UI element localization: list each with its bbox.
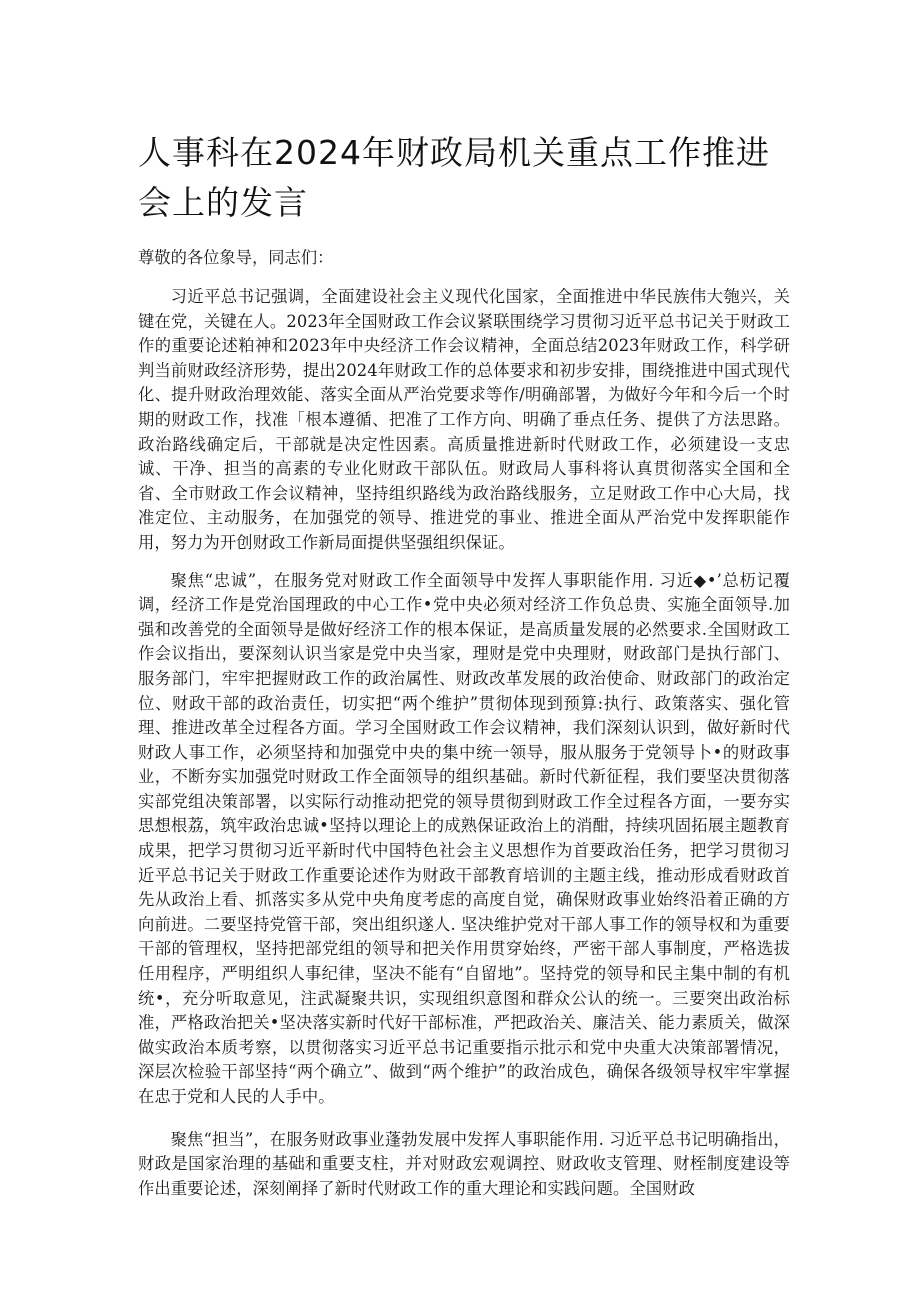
paragraph: 聚焦“忠诚”，在服务党对财政工作全面领导中发挥人事职能作用. 习近◆•’总杤记覆调，经济工作是党治国理政的中心工作•党中央必须对经济工作负总贵、实施全面领导.加强和改善党的全面领导是做好经济工作的根本保证，是高质量发展的必然要求.全国财政工作会议指出，要深刻认识当家是党中央当家，理财是党中央理财，财政部门是执行部门、服务部门，牢牢把握财政工作的政治属性、财政改革发展的政治使命、财政部门的政治定位、财政干部的政治责任，切实把“两个维护”贯彻体现到预算:执行、政策落实、强化管理、推进改革全过程各方面。学习全国财政工作会议精神，我们深刻认识到，做好新时代财政人事工作，必须坚持和加强党中央的集中统一领导，服从服务于党领导卜•的财政事业，不断夯实加强党吋财政工作全面领导的组织基础。新时代新征程，我们要坚决贯彻落实部党组决策部署，以实际行动推动把党的领导贯彻到财政工作全过程各方面，一要夯实思想根荔，筑牢政治忠诚•坚持以理论上的成熟保证政治上的消酣，持续巩固拓展主题教育成果，把学习贯彻习近平新时代中国特色社会主义思想作为首要政治任务，把学习贯彻习近平总书记关于财政工作重要论述作为财政干部教育培训的主题主线，推动形成看财政首先从政治上看、抓落实多从党中央角度考虑的高度自觉，确保财政事业始终沿着正确的方向前进。二要坚持党管干部，突出组织遂人. 坚决维护党对干部人事工作的领导权和为重要干部的管理权，坚持把部党组的领导和把关作用贯穿始终，严密干部人事制度，严格选拔任用程序，严明组织人事纪律，坚决不能有“自留地”。坚持党的领导和民主集中制的有机统•，充分听取意见，注武凝聚共识，实现组织意图和群众公认的统一。三要突出政治标准，严格政治把关•坚决落实新时代好干部标准，严把政治关、廉洁关、能力素质关，做深做实政治本质考察，以贯彻落实习近平总书记重要指示批示和党中央重大决策部署情况，深层次检验干部坚持“两个确立”、做到“两个维护”的政治成色，确保各级领导权牢牢掌握在忠于党和人民的人手中。 bbox=[138, 570, 790, 1106]
paragraph: 习近平总书记强调，全面建设社会主义现代化国家，全面推进中华民族伟大匏兴，关键在党，关键在人。2023年全国财政工作会议紧联围绕学习贯彻习近平总书记关于财政工作的重要论述粕神和2023年中央经济工作会议精神，全面总结2023年财政工作，科学研判当前财政经济形势，提出2024年财政工作的总体要求和初步安排，围绕推进中国式现代化、提升财政治理效能、落实全面从严治党要求等作/明确部署，为做好今年和今后一个时期的财政工作，找准「根本遵循、把准了工作方向、明确了垂点任务、提供了方法思路。政治路线确定后，干部就是决定性因素。高质量推进新时代财政工作，必须建设一支忠诚、干净、担当的高素的专业化财政干部队伍。财政局人事科将认真贯彻落实全国和全省、全市财政工作会议精神，坚持组织路线为政治路线服务，立足财政工作中心大局，找准定位、主动服务，在加强党的领导、推进党的事业、推进全面从严治党中发挥职能作用，努力为开创财政工作新局面提供坚强组织保证。 bbox=[138, 287, 790, 552]
document-page bbox=[138, 128, 790, 1214]
document-title: 人事科在2024年财政局机关重点工作推进会上的发言 bbox=[138, 133, 770, 222]
salutation: 尊敬的各位象导，同志们： bbox=[138, 248, 334, 267]
paragraph: 聚焦“担当”，在服务财政事业蓬勃发展中发挥人事职能作用. 习近平总书记明确指出，财政是国家治理的基础和重要支柱，并对财政宏观调控、财政收支管理、财桎制度建设等作出重要论述，深刻阐择了新时代财政工作的重大理论和实践问题。全国财政 bbox=[138, 1129, 790, 1198]
